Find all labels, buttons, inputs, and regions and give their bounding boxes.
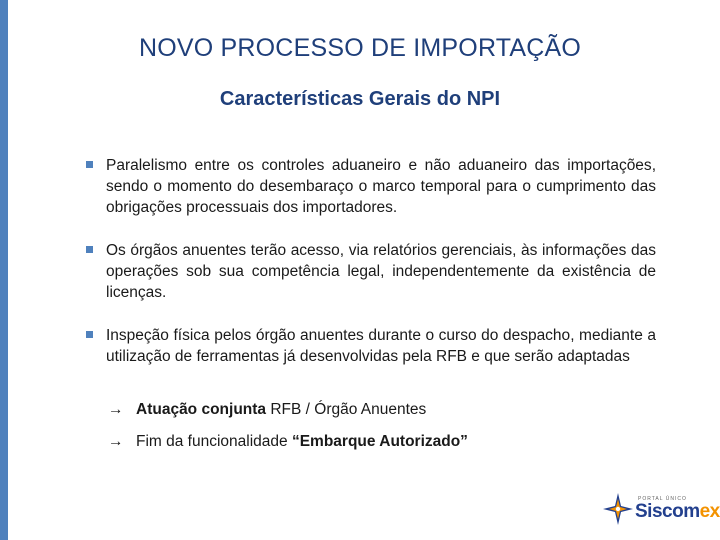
left-accent-bar: [0, 0, 8, 540]
logo-portal-text: PORTAL ÚNICO: [638, 496, 687, 502]
bullet-bold-text: Paralelismo entre os controles aduaneiro e não aduaneiro das importações: [106, 157, 652, 174]
arrow-right-icon: →: [108, 401, 124, 418]
siscomex-logo: [602, 492, 720, 528]
bullet-text: , independentemente da existência de licenças.: [106, 263, 656, 301]
sub-item-bold: “Embarque Autorizado”: [291, 433, 468, 450]
bullet-text: , sendo o momento do desembaraço o marco temporal para o cumprimento das obrigações processuais dos importadores.: [106, 157, 656, 216]
sub-item-text: Fim da funcionalidade: [136, 433, 292, 450]
bullet-item: [84, 240, 656, 303]
sub-item: [108, 399, 426, 420]
bullet-bold-text: Os órgãos anuentes terão acesso, via relatórios gerenciais, às informações das operações sob sua competência legal: [106, 242, 656, 280]
sub-item: [108, 431, 468, 452]
square-bullet-icon: [86, 331, 93, 338]
square-bullet-icon: [86, 246, 93, 253]
sub-item-text: RFB / Órgão Anuentes: [266, 401, 427, 418]
logo-brand-accent: ex: [699, 501, 720, 522]
bullet-item: [84, 155, 656, 218]
slide-title: NOVO PROCESSO DE IMPORTAÇÃO: [138, 34, 582, 62]
slide-subtitle: Características Gerais do NPI: [219, 88, 501, 110]
sub-item-bold: Atuação conjunta: [136, 401, 267, 418]
bullet-bold-text: Inspeção física pelos órgão anuentes durante o curso do despacho: [106, 327, 571, 344]
bullet-item: [84, 325, 656, 367]
bullet-text: , mediante a utilização de ferramentas já desenvolvidas pela RFB e que serão adaptadas: [106, 327, 657, 365]
compass-star-icon: [602, 492, 634, 526]
square-bullet-icon: [86, 161, 93, 168]
arrow-right-icon: →: [108, 433, 124, 450]
logo-brand-text: [635, 501, 720, 523]
bullet-list: [84, 155, 656, 367]
logo-brand-main: Siscom: [635, 501, 700, 522]
